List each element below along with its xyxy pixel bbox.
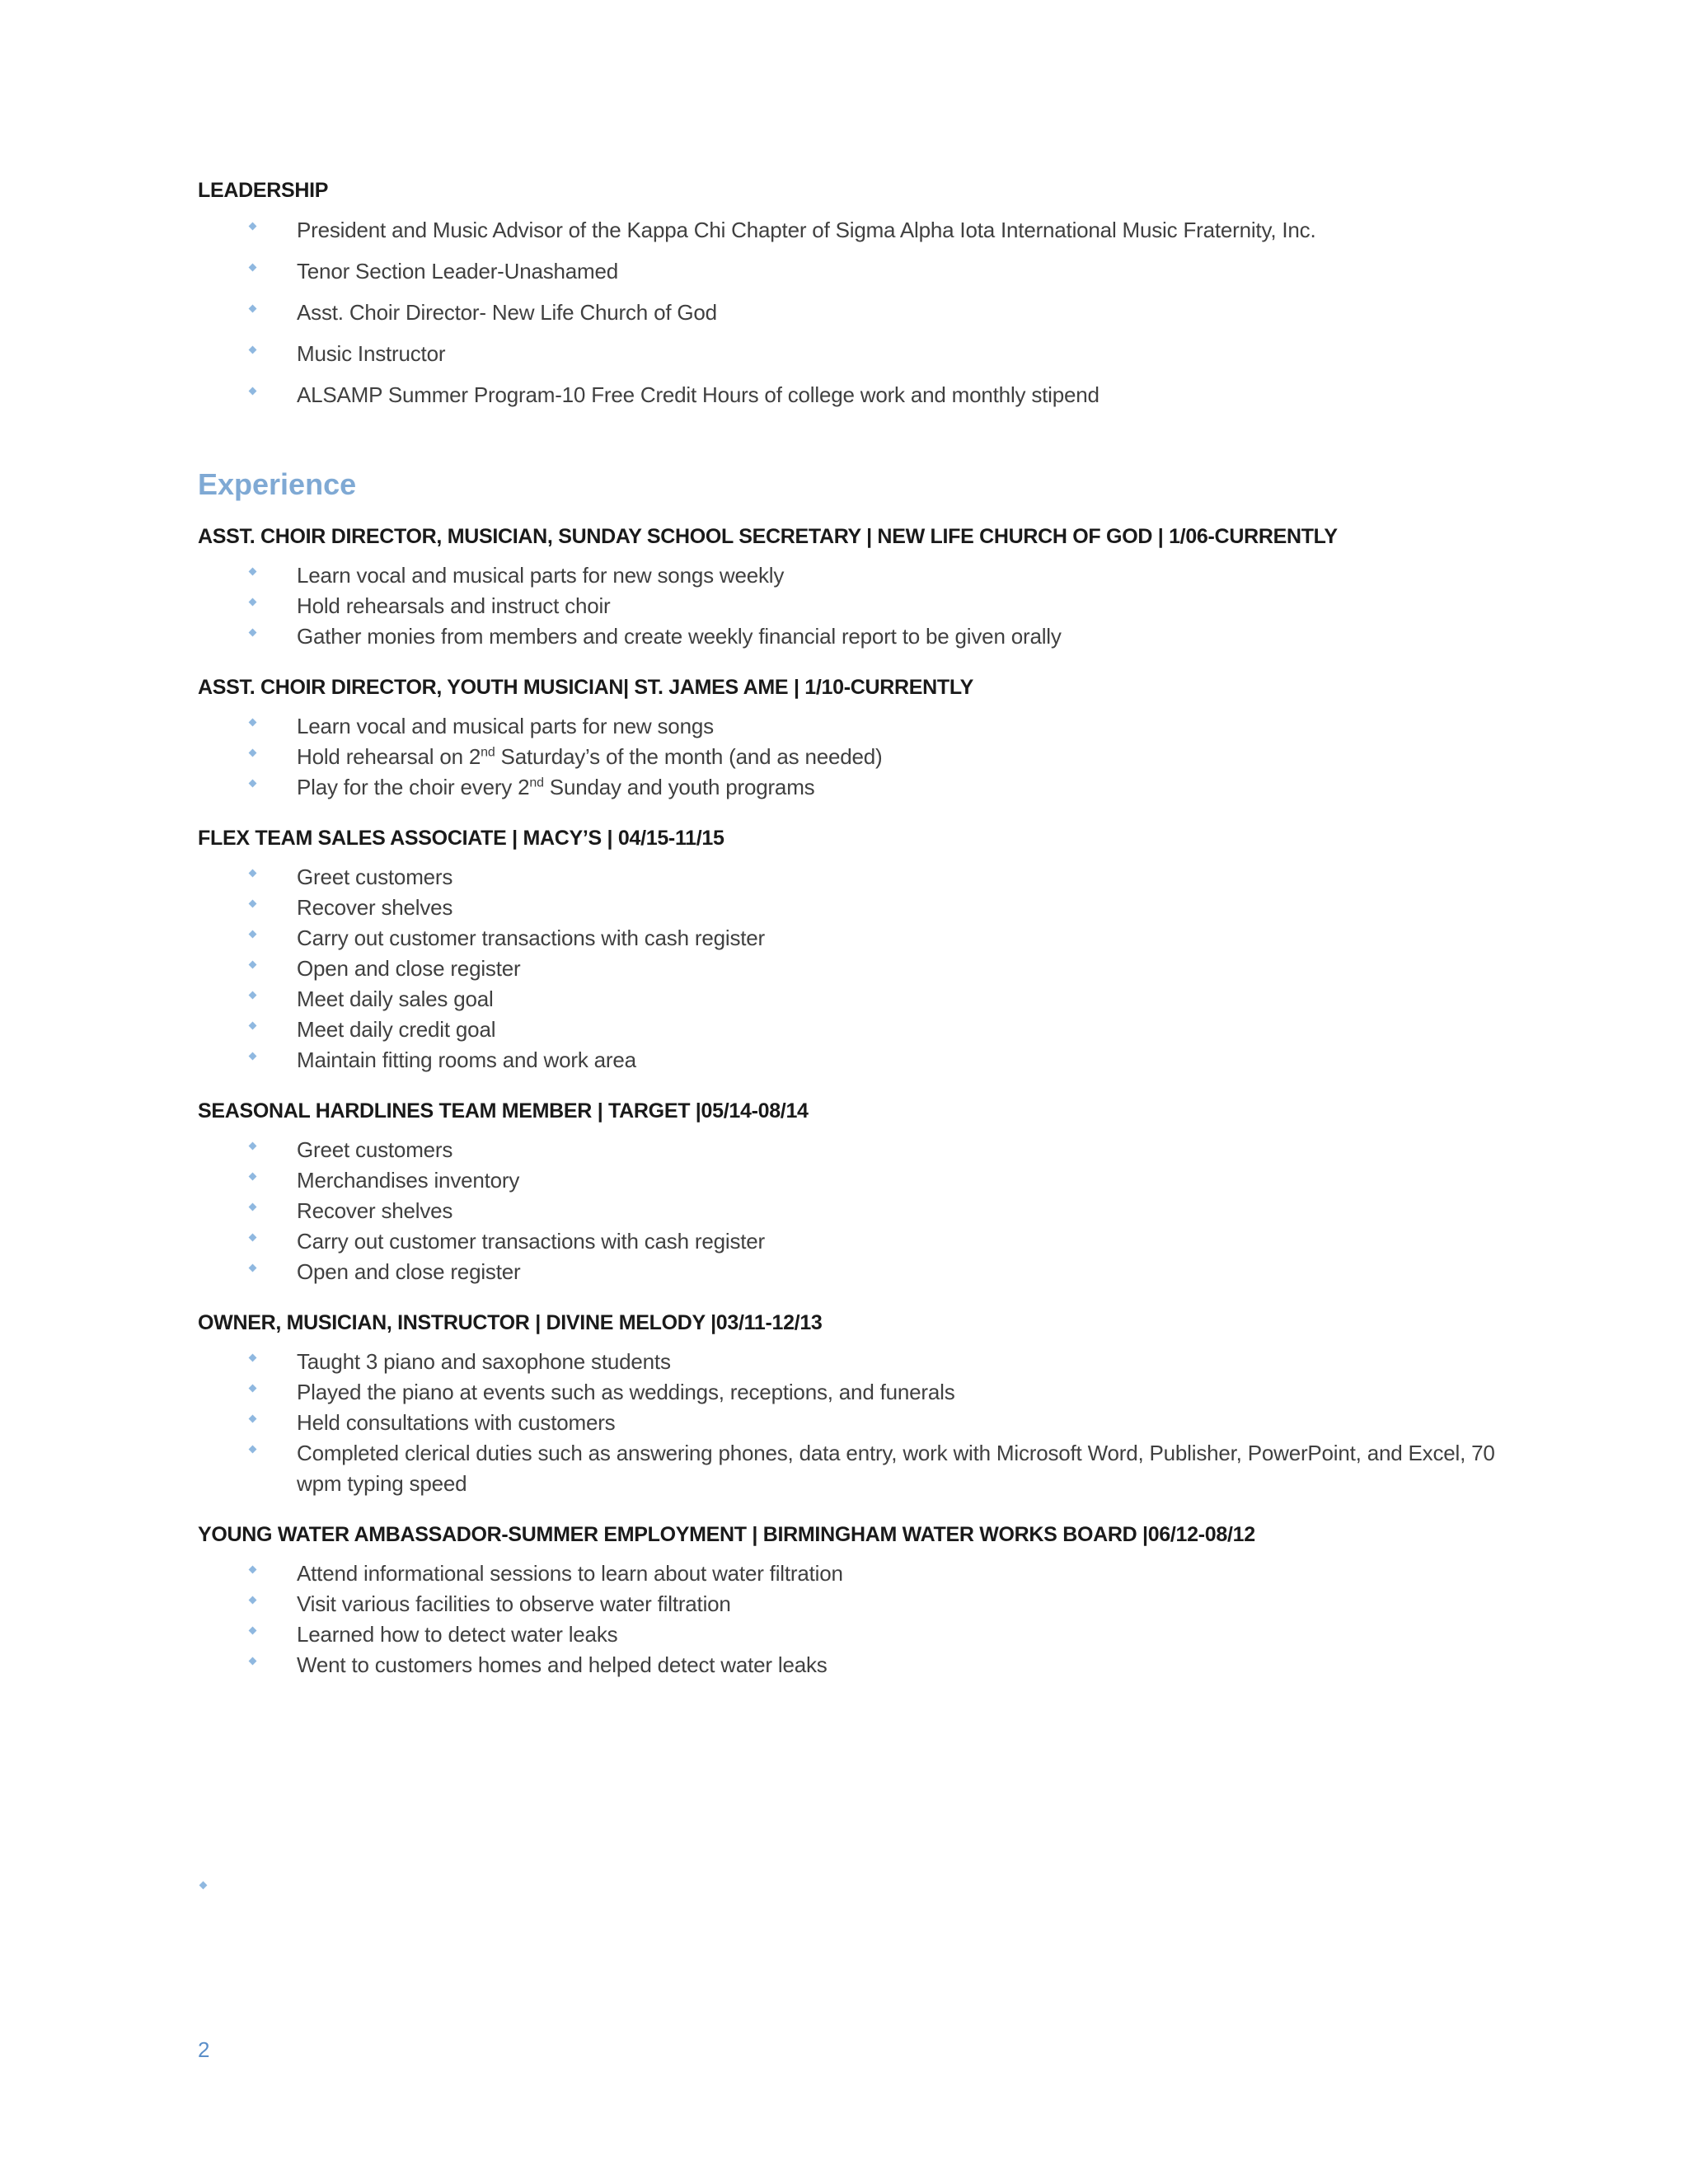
job-heading: ASST. CHOIR DIRECTOR, MUSICIAN, SUNDAY SCHOOL SECRETARY | NEW LIFE CHURCH OF GOD | 1/06-CURRENTLY: [198, 525, 1338, 548]
diamond-bullet-icon: [249, 1142, 257, 1151]
job-entry: [198, 1521, 1517, 1680]
job-entry: [198, 523, 1517, 652]
job-duties-list: [198, 1347, 1517, 1499]
list-item: Hold rehearsals and instruct choir: [198, 591, 1517, 621]
list-item: Maintain fitting rooms and work area: [198, 1045, 1517, 1076]
list-item: Went to customers homes and helped detect water leaks: [198, 1650, 1517, 1680]
diamond-bullet-icon: [249, 346, 257, 354]
diamond-bullet-icon: [249, 1446, 257, 1454]
diamond-bullet-icon: [249, 1385, 257, 1393]
diamond-bullet-icon: [249, 991, 257, 1000]
list-item: Carry out customer transactions with cash register: [198, 1226, 1517, 1257]
diamond-bullet-icon: [249, 1264, 257, 1272]
job-heading: FLEX TEAM SALES ASSOCIATE | MACY’S | 04/15-11/15: [198, 827, 724, 850]
diamond-bullet-icon: [249, 264, 257, 272]
leadership-heading: LEADERSHIP: [198, 179, 329, 202]
diamond-bullet-icon: [249, 1173, 257, 1181]
list-item: Learn vocal and musical parts for new songs: [198, 711, 1517, 742]
job-entry: [198, 824, 1517, 1076]
list-item: Asst. Choir Director- New Life Church of God: [198, 292, 1517, 333]
job-heading: OWNER, MUSICIAN, INSTRUCTOR | DIVINE MELODY |03/11-12/13: [198, 1311, 823, 1334]
job-entry: [198, 1309, 1517, 1499]
diamond-bullet-icon: [249, 1022, 257, 1030]
job-entry: [198, 1097, 1517, 1287]
list-item: Music Instructor: [198, 333, 1517, 374]
job-duties-list: [198, 560, 1517, 652]
job-duties-list: [198, 1135, 1517, 1287]
list-item: Held consultations with customers: [198, 1408, 1517, 1438]
diamond-bullet-icon: [249, 1203, 257, 1212]
diamond-bullet-icon: [249, 900, 257, 908]
list-item: Learned how to detect water leaks: [198, 1619, 1517, 1650]
page-number: 2: [198, 2037, 210, 2062]
experience-section: [198, 465, 1517, 1680]
diamond-bullet-icon: [249, 869, 257, 878]
leadership-list: [198, 209, 1517, 415]
diamond-bullet-icon: [249, 1415, 257, 1423]
list-item: Recover shelves: [198, 1196, 1517, 1226]
job-heading: ASST. CHOIR DIRECTOR, YOUTH MUSICIAN| ST. JAMES AME | 1/10-CURRENTLY: [198, 676, 973, 699]
list-item: Taught 3 piano and saxophone students: [198, 1347, 1517, 1377]
list-item: Played the piano at events such as weddings, receptions, and funerals: [198, 1377, 1517, 1408]
list-item: Meet daily sales goal: [198, 984, 1517, 1015]
job-entry: [198, 673, 1517, 803]
diamond-bullet-icon: [249, 1354, 257, 1362]
job-duties-list: [198, 1558, 1517, 1680]
diamond-bullet-icon: [249, 1657, 257, 1666]
list-item: Greet customers: [198, 862, 1517, 893]
resume-page: [198, 176, 1517, 1680]
diamond-bullet-icon: [199, 1882, 208, 1890]
list-item: Greet customers: [198, 1135, 1517, 1165]
diamond-bullet-icon: [249, 305, 257, 313]
diamond-bullet-icon: [249, 1596, 257, 1605]
list-item: Learn vocal and musical parts for new songs weekly: [198, 560, 1517, 591]
diamond-bullet-icon: [249, 930, 257, 939]
diamond-bullet-icon: [249, 568, 257, 576]
diamond-bullet-icon: [249, 961, 257, 969]
job-heading: SEASONAL HARDLINES TEAM MEMBER | TARGET |05/14-08/14: [198, 1099, 809, 1122]
list-item: Visit various facilities to observe water filtration: [198, 1589, 1517, 1619]
diamond-bullet-icon: [249, 1566, 257, 1574]
list-item: Play for the choir every 2nd Sunday and youth programs: [198, 772, 1517, 803]
list-item: Open and close register: [198, 954, 1517, 984]
diamond-bullet-icon: [249, 1627, 257, 1635]
list-item: Meet daily credit goal: [198, 1015, 1517, 1045]
list-item: Hold rehearsal on 2nd Saturday’s of the month (and as needed): [198, 742, 1517, 772]
diamond-bullet-icon: [249, 780, 257, 788]
list-item: ALSAMP Summer Program-10 Free Credit Hours of college work and monthly stipend: [198, 374, 1517, 415]
list-item: Open and close register: [198, 1257, 1517, 1287]
job-duties-list: [198, 862, 1517, 1076]
list-item: Gather monies from members and create weekly financial report to be given orally: [198, 621, 1517, 652]
list-item: Recover shelves: [198, 893, 1517, 923]
diamond-bullet-icon: [249, 749, 257, 757]
experience-title: Experience: [198, 467, 357, 501]
diamond-bullet-icon: [249, 1052, 257, 1061]
diamond-bullet-icon: [249, 1234, 257, 1242]
diamond-bullet-icon: [249, 719, 257, 727]
job-duties-list: [198, 711, 1517, 803]
diamond-bullet-icon: [249, 223, 257, 231]
leadership-section: [198, 176, 1517, 415]
job-heading: YOUNG WATER AMBASSADOR-SUMMER EMPLOYMENT | BIRMINGHAM WATER WORKS BOARD |06/12-08/12: [198, 1523, 1255, 1546]
diamond-bullet-icon: [249, 598, 257, 607]
list-item: President and Music Advisor of the Kappa Chi Chapter of Sigma Alpha Iota International Music Fraternity, Inc.: [198, 209, 1517, 251]
list-item: Carry out customer transactions with cash register: [198, 923, 1517, 954]
list-item: Tenor Section Leader-Unashamed: [198, 251, 1517, 292]
list-item: Attend informational sessions to learn about water filtration: [198, 1558, 1517, 1589]
diamond-bullet-icon: [249, 629, 257, 637]
list-item: Merchandises inventory: [198, 1165, 1517, 1196]
diamond-bullet-icon: [249, 387, 257, 396]
list-item: Completed clerical duties such as answering phones, data entry, work with Microsoft Word, Publisher, PowerPoint, and Excel, 70 wpm typing speed: [198, 1438, 1517, 1499]
